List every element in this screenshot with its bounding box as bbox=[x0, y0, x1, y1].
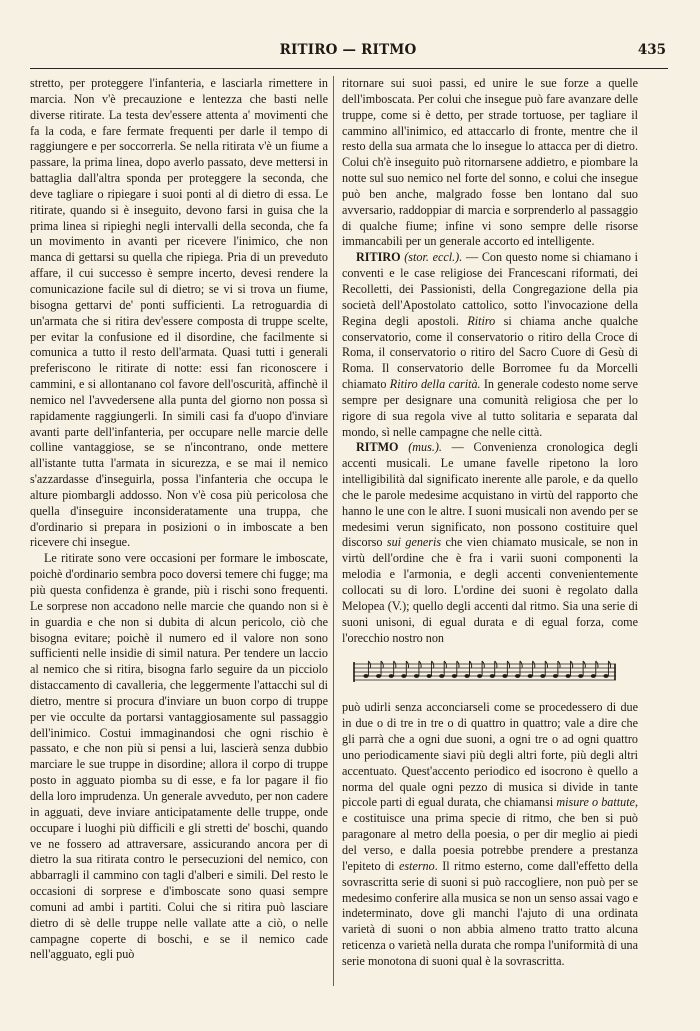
header-rule bbox=[30, 68, 668, 69]
staff-note bbox=[578, 674, 583, 678]
ritmo-cont-b: , e costituisce una prima specie di ritmo, che ben si può paragonare al metro della poesia, o per dir meglio ai piedi del verso, e dalla poesia potrebbe prendere a prestanza l'epiteto di bbox=[342, 795, 639, 873]
staff-note bbox=[540, 674, 545, 678]
staff-note bbox=[389, 674, 394, 678]
staff-note bbox=[363, 674, 368, 678]
ritiro-carita: Ritiro della carità. bbox=[389, 377, 481, 392]
ritmo-category: (mus.). bbox=[408, 440, 442, 455]
staff-note bbox=[414, 674, 419, 678]
staff-note bbox=[553, 674, 558, 678]
headword-ritiro: RITIRO bbox=[356, 250, 401, 265]
entry-ritiro bbox=[342, 250, 638, 440]
left-paragraph-1: stretto, per proteggere l'infanteria, e lasciarla rimettere in marcia. Non v'è precauzione e lentezza che basti nelle diverse ritirate. La testa dev'essere attenta a' movimenti che fa la coda, e fare fermate frequenti per darle il tempo di raggiungere e per soccorrerla. Se nella ritirata v'è un fiume a passare, la prima linea, dopo averlo passato, deve mettersi in battaglia dall'altra sponda per proteggere la seconda, che deve tagliare o ripiegare i suoi ponti al di dietro di essa. Le ritirate, quando si è inseguito, devono farsi in guisa che la prima linea si ripieghi negli intervalli della seconda, che fa un movimento in avanti per ricevere l'inimico, che non manca di gettarsi su quella che ripiega. Pria di un preveduto affare, il cui successo è sempre incerto, devesi rendere la comunicazione facile sul di dietro; se vi si trova un fiume, bisogna gettarvi de' ponti sufficienti. La retroguardia di un'armata che si ritira dev'essere composta di truppe scelte, per evitar la confusione ed il disordine, che facilmente si comunica a tutto il resto dell'armata. Quasi tutti i generali preferiscono le ritirate di notte: essi fan riconoscere i cammini, e si allontanano col favore dell'oscurità, affinchè il nemico nel l'avvedersene alla punta del giorno non possa sì rapidamente raggiungerli. In simili casi fa d'uopo d'inviare avanti parte dell'infanteria, per occupare nelle marcie delle colline vantaggiose, se se n'incontrano, onde mettere all'istante tutta l'armata in sicurezza, e se mai il nemico s'azzardasse d'inseguirla, possa l'infanteria che occupa le alture piombargli addosso. Non v'è cosa più pericolosa che quella d'inseguire inconsideratamente una truppa, che d'ordinario si prepara in posizioni o in imboscate a ben ricevere chi insegue. bbox=[30, 76, 328, 550]
ritiro-text-b: si chiama anche qualche conservatorio, come il conservatorio o ritiro della Croce di Roma, il conservatorio o ritiro del Sacro Cuore di Gesù di Roma. Il conservatorio delle Borromee fu da Morcelli chiamato bbox=[342, 313, 638, 392]
staff-note bbox=[528, 674, 533, 678]
staff-note bbox=[477, 674, 482, 678]
ritiro-italic-word: Ritiro bbox=[467, 313, 496, 328]
staff-note bbox=[464, 674, 469, 678]
right-column bbox=[342, 76, 638, 970]
staff-note bbox=[591, 674, 596, 678]
staff-note bbox=[427, 674, 432, 678]
staff-note bbox=[566, 674, 571, 678]
music-staff-figure bbox=[352, 656, 618, 690]
column-divider bbox=[333, 76, 334, 986]
esterno-word: esterno bbox=[398, 858, 435, 873]
staff-note bbox=[401, 674, 406, 678]
page-number: 435 bbox=[637, 42, 666, 58]
ritmo-sui-generis: sui generis bbox=[386, 535, 442, 550]
running-title: RITIRO — RITMO bbox=[279, 42, 417, 58]
ritiro-text-a: — Con questo nome si chiamano i conventi e le case religiose dei Francescani riformati, dei Recolletti, dei Passionisti, della Congregazione della pia società dell'Apostolato cattolico, sotto l'invocazione della Regina degli apostoli. bbox=[342, 250, 638, 328]
ritmo-text-a: — Convenienza cronologica degli accenti musicali. Le umane favelle ripetono la loro intelligibilità dal significato inerente alle parole, e da quello che le parole medesime acquistano in virtù del rapporto che hanno le une con le altre. I suoni musicali non avendo per se medesimi verun significato, non possono costituire quel discorso bbox=[342, 440, 638, 550]
misure-battute: misure o battute bbox=[556, 795, 635, 810]
staff-note bbox=[502, 674, 507, 678]
left-paragraph-2: Le ritirate sono vere occasioni per formare le imboscate, poichè d'ordinario sembra poco doversi temere chi fugge; ma più questa confidenza è grande, più i rischi sono frequenti. Le sorprese non accadono nelle marcie che quando non si è in guardia e che non si dubita di alcun pericolo, ciò che bisogna evitare; poichè il numero ed il valore non sono sufficienti nelle insidie di simil natura. Per tendere un laccio al nemico che si ritira, bisogna farlo seguire da un picciolo distaccamento di cavalleria, che leggermente l'attacchi sul di dietro, mentre si procura d'inviare un buon corpo di truppe per vie occulte da portarsi vantaggiosamente sul passaggio dell'inimico. Costui immaginandosi che ogni rischio è passato, e che non più si pensi a lui, lascierà senza dubbio marciare le sue truppe in disordine; allora il corpo di truppe posto in agguato piomba su di esse, e fa lor pagare il fio della loro imprudenza. Un generale avveduto, per non cadere in agguati, deve inviare anticipatamente delle truppe, onde occupare i luoghi più difficili e gli stretti de' boschi, quando ve ne fossero ad attraversare, assicurando ancora per di dietro la sua ritirata contro le persecuzioni del nemico, con abbarragli il cammino con tagli d'alberi e simili. Del resto le occasioni di sorprese e d'imboscate sono quasi sempre comuni ad ambi i partiti. Colui che si ritira può lasciare dietro di sè delle truppe nelle vallate atte a ciò, o nelle campagne coperte di boschi, e se il nemico cade nell'agguato, egli può bbox=[30, 551, 328, 962]
left-column bbox=[30, 76, 328, 963]
staff-note bbox=[452, 674, 457, 678]
right-paragraph-continued: ritornare sui suoi passi, ed unire le sue forze a quelle dell'imboscata. Per colui che insegue può fare avanzare delle truppe, come si è detto, per strade tortuose, per tagliare il cammino all'inimico, ed attaccarlo di fronte, mentre che il resto della sua armata che lo insegue lo attacca per di dietro. Colui ch'è inseguito può ritornarsene addietro, e piombare la notte sul suo nemico nel forte del sonno, e colui che insegue può ben anche, malgrado fosse ben lontano dal suo avversario, raddoppiar di marcia e sorprenderlo al passaggio di qualche fiume; infine vi sono sempre delle risorse immancabili per un generale accorto ed intelligente. bbox=[342, 76, 638, 249]
ritmo-continuation bbox=[342, 700, 638, 969]
ritmo-cont-a: può udirli senza acconciarseli come se procedessero di due in due o di tre in tre o di quattro in quattro; vale a dire che gli parrà che a ogni due suoni, a ogni tre o ad ogni quattro uno periodicamente siavi più degli altri forte, più degli altri accentuato. Quest'accento periodico ed isocrono è quello a norma del quale ogni pezzo di musica si divide in tante piccole parti di egual durata, che chiamansi bbox=[342, 700, 638, 810]
ritiro-text-c: In generale codesto nome serve sempre per designare una comunità religiosa che per lo rigore di sua regola vive al tutto solitaria e separata dal mondo, sì nelle campagne che nelle città. bbox=[342, 377, 638, 439]
entry-ritmo bbox=[342, 440, 638, 646]
staff-note bbox=[603, 674, 608, 678]
headword-ritmo: RITMO bbox=[356, 440, 399, 455]
running-header bbox=[30, 42, 666, 64]
ritmo-cont-c: . Il ritmo esterno, come dall'effetto della sovrascritta serie di suoni si può raccogliere, non può per se medesimo conferire alla musica se non un senso assai vago e indeterminato, dove gli manchi l'ajuto di una ordinata varietà di suoni o non abbia almeno tratto tratto alcuna reticenza o varietà nella durata che rompa l'uniformità di una serie monotona di suoni qual è la sovrascritta. bbox=[342, 858, 639, 968]
ritiro-category: (stor. eccl.). bbox=[404, 250, 463, 265]
staff-note bbox=[515, 674, 520, 678]
staff-note bbox=[490, 674, 495, 678]
staff-note bbox=[439, 674, 444, 678]
ritmo-text-b: che vien chiamato musicale, se non in virtù dell'ordine che è fra i varii suoni componenti la melodia e l'armonia, e degli accenti convenientemente collocati su di loro. L'ordine dei suoni è regolato dalla Melopea (V.); quello degli accenti dal ritmo. Sia una serie di suoni unisoni, di egual durata e di egual forza, come l'orecchio nostro non bbox=[342, 535, 638, 645]
staff-note bbox=[376, 674, 381, 678]
